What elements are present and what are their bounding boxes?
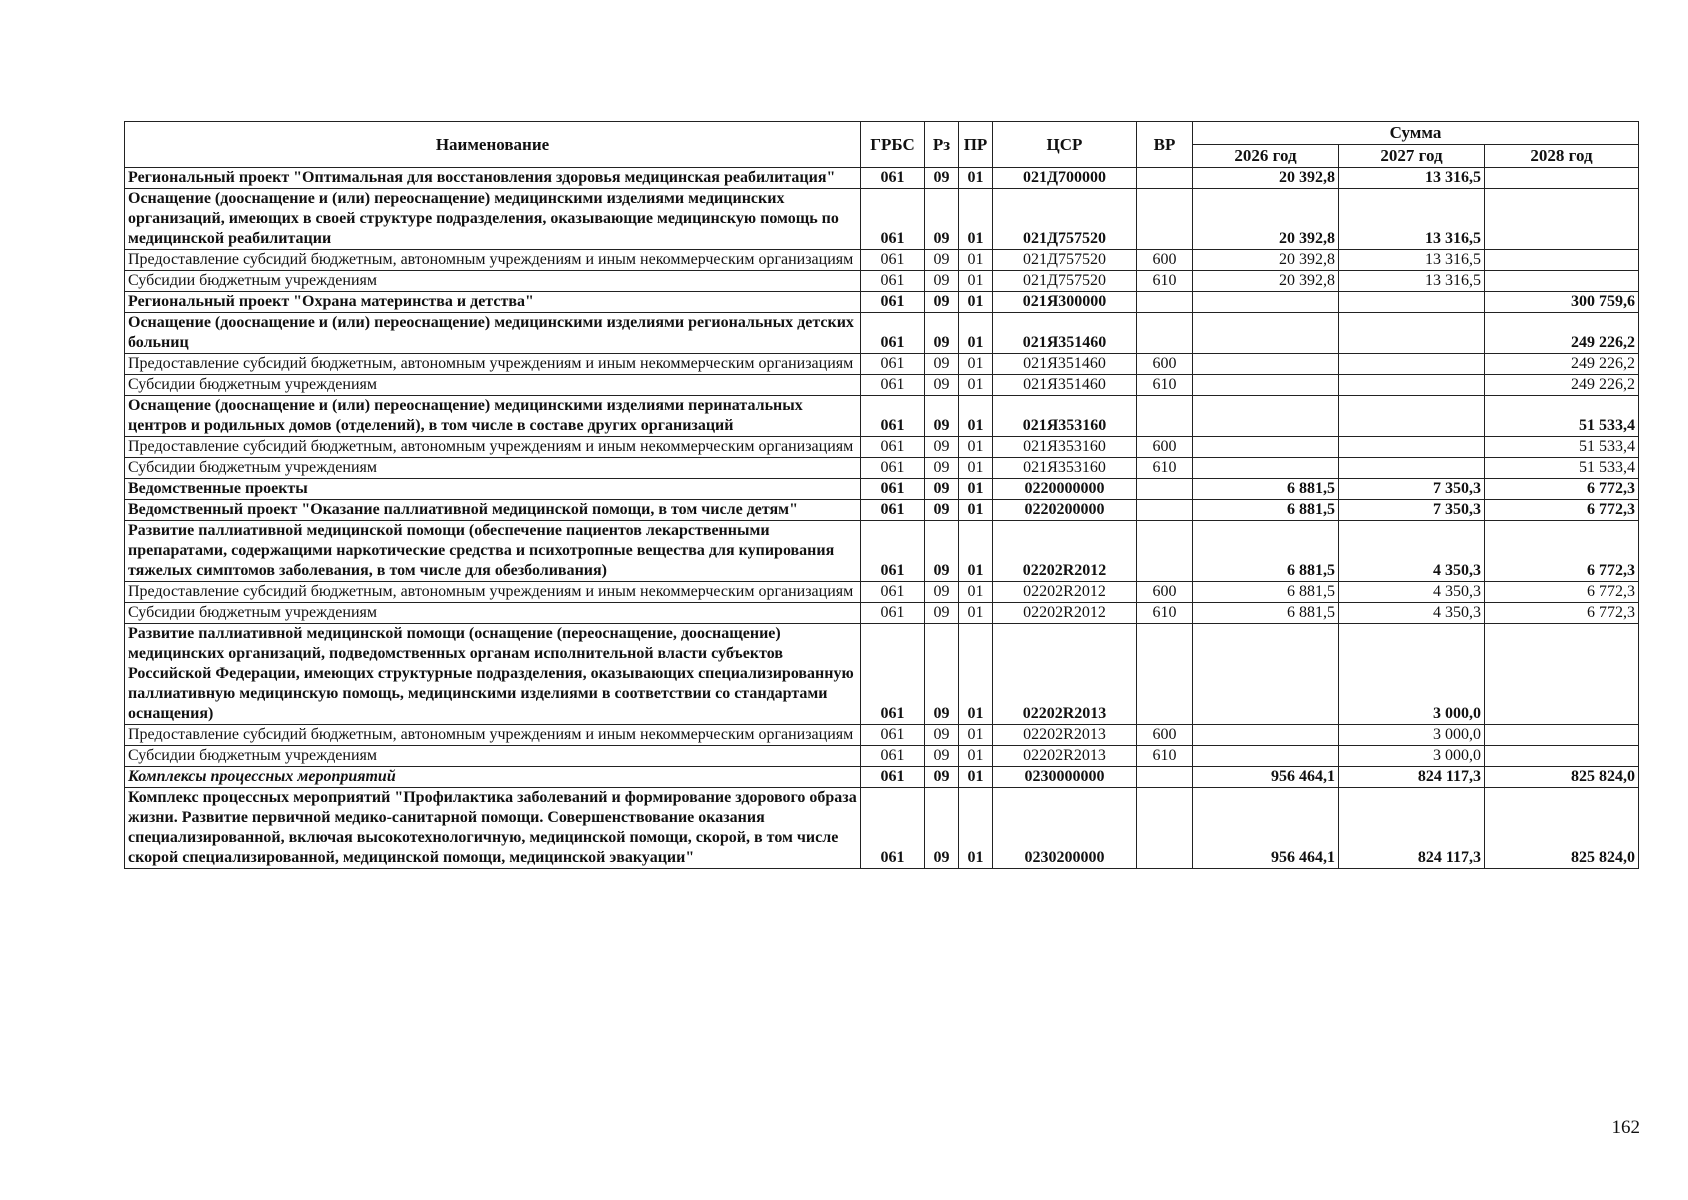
- row-pr: 01: [959, 624, 993, 725]
- row-pr: 01: [959, 396, 993, 437]
- row-name: Субсидии бюджетным учреждениям: [125, 375, 861, 396]
- table-row: [125, 500, 1639, 521]
- row-sum-2028: 6 772,3: [1485, 479, 1639, 500]
- row-grbs: 061: [861, 788, 925, 869]
- row-sum-2026: [1193, 458, 1339, 479]
- header-year-2027: 2027 год: [1339, 145, 1485, 168]
- row-rz: 09: [925, 479, 959, 500]
- row-grbs: 061: [861, 189, 925, 250]
- row-sum-2028: 51 533,4: [1485, 396, 1639, 437]
- row-grbs: 061: [861, 582, 925, 603]
- row-rz: 09: [925, 746, 959, 767]
- row-sum-2028: 6 772,3: [1485, 582, 1639, 603]
- row-grbs: 061: [861, 767, 925, 788]
- row-sum-2027: 3 000,0: [1339, 624, 1485, 725]
- table-row: [125, 603, 1639, 624]
- header-year-2026: 2026 год: [1193, 145, 1339, 168]
- row-rz: 09: [925, 521, 959, 582]
- table-row: [125, 271, 1639, 292]
- row-csr: 021Я353160: [993, 396, 1137, 437]
- row-sum-2028: 6 772,3: [1485, 521, 1639, 582]
- budget-table: [124, 121, 1639, 869]
- header-vr: ВР: [1137, 122, 1193, 168]
- row-csr: 02202R2012: [993, 521, 1137, 582]
- row-name: Предоставление субсидий бюджетным, автономным учреждениям и иным некоммерческим организациям: [125, 725, 861, 746]
- row-vr: 600: [1137, 354, 1193, 375]
- row-sum-2026: [1193, 624, 1339, 725]
- row-name: Ведомственный проект "Оказание паллиативной медицинской помощи, в том числе детям": [125, 500, 861, 521]
- row-grbs: 061: [861, 479, 925, 500]
- page-number: 162: [1611, 1117, 1640, 1138]
- row-vr: [1137, 313, 1193, 354]
- row-sum-2026: [1193, 437, 1339, 458]
- header-year-2028: 2028 год: [1485, 145, 1639, 168]
- row-name: Оснащение (дооснащение и (или) переоснащение) медицинскими изделиями медицинских организаций, имеющих в своей структуре подразделения, оказывающие медицинскую помощь по медицинской реабилитации: [125, 189, 861, 250]
- row-csr: 021Д757520: [993, 271, 1137, 292]
- row-sum-2028: 825 824,0: [1485, 767, 1639, 788]
- row-csr: 021Д700000: [993, 168, 1137, 189]
- row-pr: 01: [959, 521, 993, 582]
- row-sum-2028: 51 533,4: [1485, 437, 1639, 458]
- header-pr: ПР: [959, 122, 993, 168]
- row-rz: 09: [925, 292, 959, 313]
- header-name: Наименование: [125, 122, 861, 168]
- row-sum-2027: 13 316,5: [1339, 250, 1485, 271]
- row-name: Комплексы процессных мероприятий: [125, 767, 861, 788]
- row-pr: 01: [959, 479, 993, 500]
- row-sum-2026: [1193, 396, 1339, 437]
- row-sum-2027: 13 316,5: [1339, 189, 1485, 250]
- row-pr: 01: [959, 603, 993, 624]
- row-sum-2026: 20 392,8: [1193, 168, 1339, 189]
- row-csr: 021Я351460: [993, 354, 1137, 375]
- row-name: Комплекс процессных мероприятий "Профилактика заболеваний и формирование здорового образа жизни. Развитие первичной медико-санитарной помощи. Совершенствование оказания специализированной, включая высокотехнологичную, медицинской помощи, скорой, в том числе скорой специализированной, медицинской помощи, медицинской эвакуации": [125, 788, 861, 869]
- row-pr: 01: [959, 250, 993, 271]
- header-grbs: ГРБС: [861, 122, 925, 168]
- table-row: [125, 313, 1639, 354]
- row-csr: 021Д757520: [993, 250, 1137, 271]
- row-sum-2026: [1193, 746, 1339, 767]
- row-rz: 09: [925, 725, 959, 746]
- row-sum-2028: 300 759,6: [1485, 292, 1639, 313]
- row-sum-2027: 13 316,5: [1339, 168, 1485, 189]
- row-rz: 09: [925, 500, 959, 521]
- table-row: [125, 292, 1639, 313]
- row-vr: [1137, 788, 1193, 869]
- row-rz: 09: [925, 767, 959, 788]
- row-grbs: 061: [861, 396, 925, 437]
- row-csr: 0230200000: [993, 788, 1137, 869]
- row-csr: 021Я353160: [993, 437, 1137, 458]
- table-row: [125, 396, 1639, 437]
- row-grbs: 061: [861, 521, 925, 582]
- row-name: Развитие паллиативной медицинской помощи (обеспечение пациентов лекарственными препаратами, содержащими наркотические средства и психотропные вещества для купирования тяжелых симптомов заболевания, в том числе для обезболивания): [125, 521, 861, 582]
- header-rz: Рз: [925, 122, 959, 168]
- row-sum-2026: [1193, 725, 1339, 746]
- row-sum-2028: [1485, 725, 1639, 746]
- row-sum-2026: [1193, 375, 1339, 396]
- table-row: [125, 521, 1639, 582]
- row-csr: 021Д757520: [993, 189, 1137, 250]
- row-pr: 01: [959, 746, 993, 767]
- row-sum-2027: 4 350,3: [1339, 603, 1485, 624]
- row-name: Субсидии бюджетным учреждениям: [125, 458, 861, 479]
- row-name: Предоставление субсидий бюджетным, автономным учреждениям и иным некоммерческим организациям: [125, 437, 861, 458]
- row-sum-2028: 51 533,4: [1485, 458, 1639, 479]
- row-name: Субсидии бюджетным учреждениям: [125, 603, 861, 624]
- row-grbs: 061: [861, 313, 925, 354]
- row-sum-2026: 6 881,5: [1193, 582, 1339, 603]
- row-rz: 09: [925, 396, 959, 437]
- row-sum-2026: 6 881,5: [1193, 479, 1339, 500]
- table-row: [125, 746, 1639, 767]
- row-grbs: 061: [861, 292, 925, 313]
- row-grbs: 061: [861, 271, 925, 292]
- row-sum-2026: 956 464,1: [1193, 767, 1339, 788]
- row-name: Региональный проект "Охрана материнства и детства": [125, 292, 861, 313]
- row-csr: 02202R2013: [993, 746, 1137, 767]
- table-row: [125, 582, 1639, 603]
- row-csr: 02202R2013: [993, 725, 1137, 746]
- row-vr: 610: [1137, 458, 1193, 479]
- row-sum-2028: [1485, 746, 1639, 767]
- row-vr: 600: [1137, 437, 1193, 458]
- row-vr: 610: [1137, 375, 1193, 396]
- row-sum-2028: 249 226,2: [1485, 375, 1639, 396]
- table-row: [125, 354, 1639, 375]
- row-sum-2027: 7 350,3: [1339, 479, 1485, 500]
- row-rz: 09: [925, 437, 959, 458]
- table-row: [125, 189, 1639, 250]
- row-pr: 01: [959, 354, 993, 375]
- row-vr: [1137, 521, 1193, 582]
- row-sum-2027: 824 117,3: [1339, 788, 1485, 869]
- row-sum-2027: 4 350,3: [1339, 521, 1485, 582]
- row-sum-2027: [1339, 354, 1485, 375]
- row-sum-2027: 824 117,3: [1339, 767, 1485, 788]
- table-row: [125, 375, 1639, 396]
- row-csr: 02202R2012: [993, 582, 1137, 603]
- row-vr: [1137, 479, 1193, 500]
- row-pr: 01: [959, 189, 993, 250]
- row-sum-2028: 6 772,3: [1485, 603, 1639, 624]
- row-vr: 600: [1137, 250, 1193, 271]
- row-rz: 09: [925, 582, 959, 603]
- row-grbs: 061: [861, 458, 925, 479]
- row-sum-2028: [1485, 189, 1639, 250]
- row-sum-2028: 6 772,3: [1485, 500, 1639, 521]
- row-grbs: 061: [861, 375, 925, 396]
- row-sum-2026: 20 392,8: [1193, 271, 1339, 292]
- row-name: Субсидии бюджетным учреждениям: [125, 746, 861, 767]
- row-name: Предоставление субсидий бюджетным, автономным учреждениям и иным некоммерческим организациям: [125, 354, 861, 375]
- row-sum-2027: [1339, 396, 1485, 437]
- row-name: Предоставление субсидий бюджетным, автономным учреждениям и иным некоммерческим организациям: [125, 582, 861, 603]
- row-rz: 09: [925, 375, 959, 396]
- row-grbs: 061: [861, 250, 925, 271]
- row-sum-2028: [1485, 250, 1639, 271]
- row-grbs: 061: [861, 603, 925, 624]
- row-csr: 021Я300000: [993, 292, 1137, 313]
- row-name: Развитие паллиативной медицинской помощи (оснащение (переоснащение, дооснащение) медицинских организаций, подведомственных органам исполнительной власти субъектов Российской Федерации, имеющих структурные подразделения, оказывающих специализированную паллиативную медицинскую помощь, медицинскими изделиями в соответствии со стандартами оснащения): [125, 624, 861, 725]
- row-sum-2027: [1339, 458, 1485, 479]
- row-pr: 01: [959, 168, 993, 189]
- row-sum-2027: [1339, 313, 1485, 354]
- row-vr: 600: [1137, 582, 1193, 603]
- row-vr: [1137, 624, 1193, 725]
- row-sum-2026: [1193, 313, 1339, 354]
- row-name: Оснащение (дооснащение и (или) переоснащение) медицинскими изделиями региональных детских больниц: [125, 313, 861, 354]
- row-grbs: 061: [861, 354, 925, 375]
- row-rz: 09: [925, 458, 959, 479]
- row-grbs: 061: [861, 437, 925, 458]
- row-pr: 01: [959, 271, 993, 292]
- row-pr: 01: [959, 292, 993, 313]
- row-vr: [1137, 767, 1193, 788]
- row-pr: 01: [959, 788, 993, 869]
- row-sum-2026: 956 464,1: [1193, 788, 1339, 869]
- row-sum-2027: 13 316,5: [1339, 271, 1485, 292]
- row-pr: 01: [959, 313, 993, 354]
- row-sum-2028: 825 824,0: [1485, 788, 1639, 869]
- row-name: Предоставление субсидий бюджетным, автономным учреждениям и иным некоммерческим организациям: [125, 250, 861, 271]
- row-rz: 09: [925, 250, 959, 271]
- table-row: [125, 767, 1639, 788]
- row-grbs: 061: [861, 624, 925, 725]
- row-sum-2028: 249 226,2: [1485, 313, 1639, 354]
- row-vr: [1137, 189, 1193, 250]
- row-rz: 09: [925, 788, 959, 869]
- row-sum-2028: [1485, 624, 1639, 725]
- table-row: [125, 458, 1639, 479]
- row-csr: 021Я351460: [993, 313, 1137, 354]
- table-row: [125, 788, 1639, 869]
- table-row: [125, 624, 1639, 725]
- row-rz: 09: [925, 603, 959, 624]
- row-rz: 09: [925, 168, 959, 189]
- row-sum-2028: [1485, 271, 1639, 292]
- row-pr: 01: [959, 582, 993, 603]
- row-sum-2027: 3 000,0: [1339, 725, 1485, 746]
- table-row: [125, 437, 1639, 458]
- row-pr: 01: [959, 375, 993, 396]
- row-sum-2028: [1485, 168, 1639, 189]
- row-sum-2026: 6 881,5: [1193, 500, 1339, 521]
- row-pr: 01: [959, 437, 993, 458]
- row-pr: 01: [959, 458, 993, 479]
- row-rz: 09: [925, 189, 959, 250]
- row-pr: 01: [959, 500, 993, 521]
- row-vr: 610: [1137, 746, 1193, 767]
- row-vr: [1137, 500, 1193, 521]
- table-row: [125, 168, 1639, 189]
- row-sum-2026: [1193, 354, 1339, 375]
- row-vr: 600: [1137, 725, 1193, 746]
- row-vr: 610: [1137, 603, 1193, 624]
- row-csr: 02202R2012: [993, 603, 1137, 624]
- row-name: Ведомственные проекты: [125, 479, 861, 500]
- row-grbs: 061: [861, 746, 925, 767]
- row-sum-2027: [1339, 437, 1485, 458]
- row-csr: 0220000000: [993, 479, 1137, 500]
- row-sum-2027: 4 350,3: [1339, 582, 1485, 603]
- row-vr: [1137, 396, 1193, 437]
- row-sum-2027: 3 000,0: [1339, 746, 1485, 767]
- row-sum-2026: [1193, 292, 1339, 313]
- row-sum-2027: 7 350,3: [1339, 500, 1485, 521]
- table-row: [125, 725, 1639, 746]
- row-vr: 610: [1137, 271, 1193, 292]
- row-grbs: 061: [861, 168, 925, 189]
- row-csr: 021Я351460: [993, 375, 1137, 396]
- table-row: [125, 479, 1639, 500]
- row-rz: 09: [925, 313, 959, 354]
- row-sum-2026: 6 881,5: [1193, 521, 1339, 582]
- row-vr: [1137, 168, 1193, 189]
- table-row: [125, 250, 1639, 271]
- row-rz: 09: [925, 624, 959, 725]
- row-csr: 021Я353160: [993, 458, 1137, 479]
- header-sum: Сумма: [1193, 122, 1639, 145]
- row-sum-2026: 20 392,8: [1193, 189, 1339, 250]
- row-sum-2027: [1339, 292, 1485, 313]
- row-sum-2027: [1339, 375, 1485, 396]
- row-csr: 02202R2013: [993, 624, 1137, 725]
- row-grbs: 061: [861, 725, 925, 746]
- row-csr: 0230000000: [993, 767, 1137, 788]
- row-pr: 01: [959, 767, 993, 788]
- row-sum-2026: 6 881,5: [1193, 603, 1339, 624]
- table-body: [125, 168, 1639, 869]
- row-grbs: 061: [861, 500, 925, 521]
- row-rz: 09: [925, 354, 959, 375]
- row-name: Оснащение (дооснащение и (или) переоснащение) медицинскими изделиями перинатальных центров и родильных домов (отделений), в том числе в составе других организаций: [125, 396, 861, 437]
- header-csr: ЦСР: [993, 122, 1137, 168]
- row-pr: 01: [959, 725, 993, 746]
- row-vr: [1137, 292, 1193, 313]
- row-sum-2028: 249 226,2: [1485, 354, 1639, 375]
- row-rz: 09: [925, 271, 959, 292]
- row-name: Субсидии бюджетным учреждениям: [125, 271, 861, 292]
- row-name: Региональный проект "Оптимальная для восстановления здоровья медицинская реабилитация": [125, 168, 861, 189]
- row-csr: 0220200000: [993, 500, 1137, 521]
- row-sum-2026: 20 392,8: [1193, 250, 1339, 271]
